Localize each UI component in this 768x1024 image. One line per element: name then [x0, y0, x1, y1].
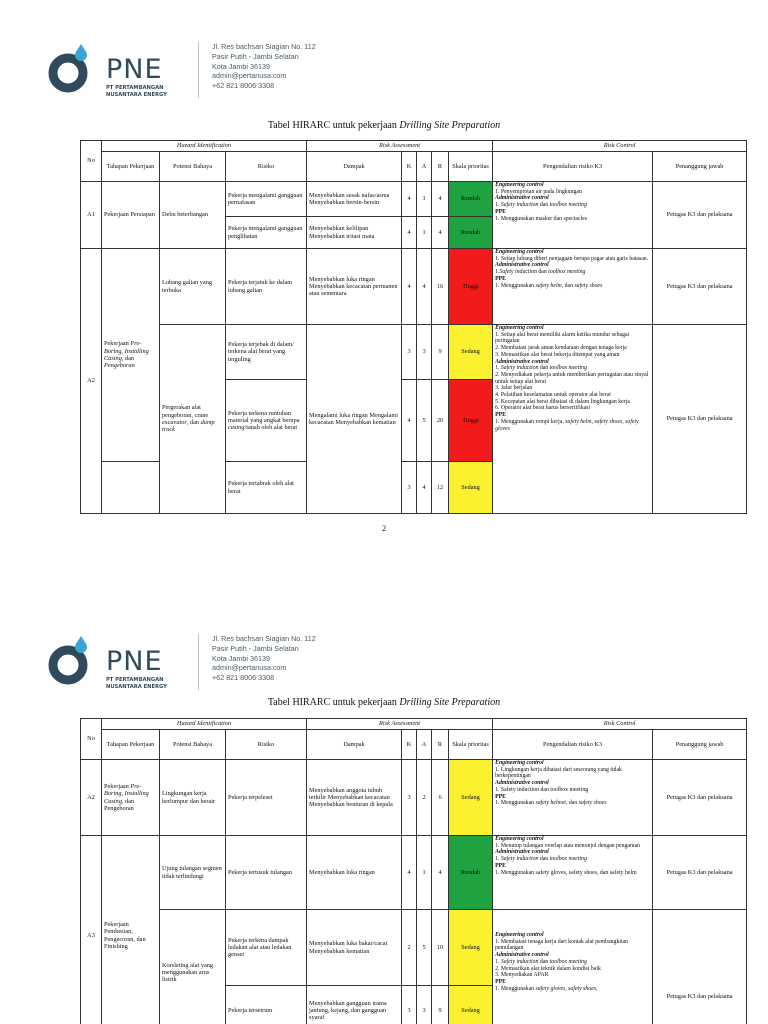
cell-penanggung-jawab: Petugas K3 dan pelaksana — [653, 836, 747, 910]
cell-a: 5 — [417, 380, 432, 462]
header-dampak: Dampak — [307, 152, 402, 182]
cell-k: 3 — [402, 325, 417, 380]
logo-subtitle-1: PT PERTAMBANGAN — [106, 85, 164, 91]
row-no: A1 — [81, 182, 102, 249]
cell-a: 4 — [417, 249, 432, 325]
cell-k: 4 — [402, 217, 417, 249]
table-row — [81, 836, 747, 910]
header-dampak: Dampak — [307, 730, 402, 760]
cell-dampak: Menyebabkan luka ringan — [307, 836, 402, 910]
priority-badge-sedang: Sedang — [449, 910, 493, 986]
cell-r: 4 — [432, 836, 449, 910]
table-row — [81, 760, 747, 836]
cell-a: 4 — [417, 462, 432, 514]
header-hazard-identification: Hazard Identification — [102, 141, 307, 152]
header-risk-control: Risk Control — [493, 719, 747, 730]
table-row — [81, 910, 747, 986]
cell-potensi: Korsleting alat yang menggunakan arus listrik — [160, 910, 226, 1024]
cell-dampak: Menyebabkan sesak nafas/asma Menyebabkan bersin-bersin — [307, 182, 402, 217]
header-tahapan: Tahapan Pekerjaan — [102, 730, 160, 760]
cell-dampak: Menyebabkan anggota tubuh terkilir Menyebabkan kecacatan Menyebabkan benturan di kepala — [307, 760, 402, 836]
header-potensi: Potensi Bahaya — [160, 730, 226, 760]
header-pengendalian: Pengendalian risiko K3 — [493, 730, 653, 760]
address-line: Kota Jambi 36139 — [212, 61, 270, 71]
logo-wordmark: PNE — [106, 54, 163, 85]
cell-a: 2 — [417, 760, 432, 836]
priority-badge-rendah: Rendah — [449, 217, 493, 249]
cell-potensi: Lingkungan kerja berlumpur dan berair — [160, 760, 226, 836]
cell-risiko: Pekerja terjatuh ke dalam lubang galian — [226, 249, 307, 325]
cell-k: 4 — [402, 836, 417, 910]
priority-badge-sedang: Sedang — [449, 325, 493, 380]
cell-k: 3 — [402, 760, 417, 836]
cell-risiko: Pekerja terkena dampak ledakan alat atau ledakan genset — [226, 910, 307, 986]
row-no: A2 — [81, 760, 102, 836]
logo-subtitle-1: PT PERTAMBANGAN — [106, 677, 164, 683]
cell-tahapan: Pekerjaan Persiapan — [102, 182, 160, 249]
cell-tahapan: Pekerjaan Pre-Boring, Installing Casing, dan Pengeboran — [102, 249, 160, 462]
cell-r: 9 — [432, 325, 449, 380]
cell-potensi: Pergerakan alat pengeboran, crane excavator, dan dump truck — [160, 325, 226, 514]
cell-control: Engineering control 1. Membatasi tenaga kerja dari kontak alat pembangkitan pemulangan Administrative control 1. Safety induction dan toolbox meeting 2. Memastikan alat teknik dalam kondisi baik 3. Menyediakan APAR PPE 1. Menggunakan safety gloves, safety shoes, — [493, 910, 653, 1024]
cell-tahapan: Pekerjaan Pre-Boring, Installing Casing, dan Pengeboran — [102, 760, 160, 836]
cell-penanggung-jawab: Petugas K3 dan pelaksana — [653, 249, 747, 325]
cell-r: 10 — [432, 910, 449, 986]
table-title: Tabel HIRARC untuk pekerjaan Drilling Site Preparation — [267, 120, 501, 131]
cell-penanggung-jawab: Petugas K3 dan pelaksana — [653, 182, 747, 249]
header-no: No — [81, 141, 102, 182]
cell-a: 1 — [417, 836, 432, 910]
header-risk-assessment: Risk Assessment — [307, 719, 493, 730]
address-line: Jl. Res bachsan Siagian No. 112 — [212, 634, 316, 643]
priority-badge-tinggi: Tinggi — [449, 380, 493, 462]
header-risk-control: Risk Control — [493, 141, 747, 152]
cell-k: 4 — [402, 380, 417, 462]
cell-potensi: Debu beterbangan — [160, 182, 226, 249]
cell-r: 4 — [432, 182, 449, 217]
letterhead-divider — [198, 634, 199, 690]
cell-risiko: Pekerja tersetrum — [226, 986, 307, 1024]
cell-potensi: Ujung tulangan segmen tidak terlindungi — [160, 836, 226, 910]
cell-risiko: Pekerja mengalami gangguan pernafasan — [226, 182, 307, 217]
address-line: Pasir Putih - Jambi Selatan — [212, 51, 299, 61]
hirarc-table-page-2 — [80, 718, 747, 1024]
header-penanggung-jawab: Penanggung jawab — [653, 730, 747, 760]
address-phone: +62 821 8006 3308 — [212, 81, 275, 91]
header-risiko: Risiko — [226, 152, 307, 182]
header-skala: Skala prioritas — [449, 152, 493, 182]
priority-badge-sedang: Sedang — [449, 760, 493, 836]
header-k: K — [402, 152, 417, 182]
cell-r: 6 — [432, 760, 449, 836]
cell-r: 12 — [432, 462, 449, 514]
header-skala: Skala prioritas — [449, 730, 493, 760]
address-line: Kota Jambi 36139 — [212, 653, 270, 663]
cell-risiko: Pekerja mengalami gangguan penglihatan — [226, 217, 307, 249]
letterhead — [40, 632, 760, 696]
cell-r: 4 — [432, 217, 449, 249]
cell-a: 3 — [417, 986, 432, 1024]
logo-subtitle-2: NUSANTARA ENERGY — [106, 92, 167, 98]
address-email: admin@pertanusa.com — [212, 71, 287, 81]
cell-risiko: Pekerja tertusuk tulangan — [226, 836, 307, 910]
cell-dampak: Menyebabkan luka ringan Menyebabkan kecacatan permanen atau sementara — [307, 249, 402, 325]
address-line: Pasir Putih - Jambi Selatan — [212, 643, 299, 653]
cell-risiko: Pekerja terjebak di dalam/ terkena alat berat yang terguling — [226, 325, 307, 380]
logo-wordmark: PNE — [106, 646, 163, 677]
header-tahapan: Tahapan Pekerjaan — [102, 152, 160, 182]
header-r: R — [432, 730, 449, 760]
cell-dampak: Menyebabkan kelilipan Menyebabkan iritasi mata — [307, 217, 402, 249]
cell-dampak: Menyebabkan luka bakar/cacat Menyebabkan kematian — [307, 910, 402, 986]
cell-a: 1 — [417, 182, 432, 217]
address-line: Jl. Res bachsan Siagian No. 112 — [212, 42, 316, 51]
cell-r: 16 — [432, 249, 449, 325]
table-title: Tabel HIRARC untuk pekerjaan Drilling Site Preparation — [267, 697, 501, 708]
address-email: admin@pertanusa.com — [212, 663, 287, 673]
priority-badge-sedang: Sedang — [449, 462, 493, 514]
header-k: K — [402, 730, 417, 760]
company-address — [212, 634, 316, 683]
header-risiko: Risiko — [226, 730, 307, 760]
cell-k: 3 — [402, 462, 417, 514]
cell-control: Engineering control 1. Setiap lubang diberi penjagaan berupa pagar atau garis batasan. Administrative control 1.Safety induction dan toolbox meeting PPE 1. Menggunakan safety helm, dan safety shoes — [493, 249, 653, 325]
header-a: A — [417, 730, 432, 760]
cell-dampak: Menyebabkan gangguan irama jantung, kejang, dan gangguan syaraf — [307, 986, 402, 1024]
cell-penanggung-jawab: Petugas K3 dan pelaksana — [653, 325, 747, 514]
priority-badge-sedang: Sedang — [449, 986, 493, 1024]
company-logo — [40, 632, 190, 696]
cell-penanggung-jawab: Petugas K3 dan pelaksana — [653, 910, 747, 1024]
header-no: No — [81, 719, 102, 760]
header-hazard-identification: Hazard Identification — [102, 719, 307, 730]
cell-k: 3 — [402, 986, 417, 1024]
header-potensi: Potensi Bahaya — [160, 152, 226, 182]
priority-badge-rendah: Rendah — [449, 182, 493, 217]
cell-risiko: Pekerja terpeleset — [226, 760, 307, 836]
cell-r: 20 — [432, 380, 449, 462]
header-penanggung-jawab: Penanggung jawab — [653, 152, 747, 182]
header-pengendalian: Pengendalian risiko K3 — [493, 152, 653, 182]
cell-control: Engineering control 1. Penyemprotan air pada lingkungan Administrative control 1. Safety induction dan toolbox meeting PPE 1. Menggunakan masker dan spectacles — [493, 182, 653, 249]
cell-a: 1 — [417, 217, 432, 249]
row-no: A3 — [81, 836, 102, 1024]
cell-k: 4 — [402, 249, 417, 325]
header-risk-assessment: Risk Assessment — [307, 141, 493, 152]
cell-a: 5 — [417, 910, 432, 986]
cell-k: 2 — [402, 910, 417, 986]
logo-subtitle-2: NUSANTARA ENERGY — [106, 684, 167, 690]
cell-r: 9 — [432, 986, 449, 1024]
cell-potensi: Lubang galian yang terbuka — [160, 249, 226, 325]
cell-risiko: Pekerja tertabrak oleh alat berat — [226, 462, 307, 514]
cell-k: 4 — [402, 182, 417, 217]
address-phone: +62 821 8006 3308 — [212, 673, 275, 683]
cell-control: Engineering control 1. Menutup tulangan overlap atau menonjol dengan pengaman Administrative control 1. Safety induction dan toolbox meeting PPE 1. Menggunakan safety gloves, safety shoes, dan safety helm — [493, 836, 653, 910]
row-no: A2 — [81, 249, 102, 514]
cell-tahapan: Pekerjaan Pembesian, Pengecoran, dan Finishing — [102, 836, 160, 1024]
cell-risiko: Pekerja terkena runtuhan material yang angkat berupa casing/tanah oleh alat berat — [226, 380, 307, 462]
header-a: A — [417, 152, 432, 182]
page-number: 2 — [382, 524, 386, 533]
cell-control: Engineering control 1. Setiap alat berat memiliki alarm ketika mundur sebagai peringatan 2. Membatasi jarak aman kendaraan dengan tenaga kerja 3. Memastikan alat berat bekerja ditempat yang aman Administrative control 1. Safety induction dan toolbox meeting 2. Menyediakan pekerja untuk memberikan peringatan atau sinyal untuk setiap alat berat 3. Jalur berjalan 4. Pelatihan keselamatan untuk operator alat berat 5. Kecepatan alat berat dibatasi di dalam lingkungan kerja 6. Operator alat berat harus bersertifikasi PPE 1. Menggunakan rompi kerja, safety helm, safety shoes, safety gloves — [493, 325, 653, 514]
cell-penanggung-jawab: Petugas K3 dan pelaksana — [653, 760, 747, 836]
priority-badge-rendah: Rendah — [449, 836, 493, 910]
header-r: R — [432, 152, 449, 182]
cell-control: Engineering control 1. Lingkungan kerja dibatasi dari seseorang yang tidak berkepentingan Administrative control 1. Safety induction dan toolbox meeting PPE 1. Menggunakan safety helmet, dan safety shoes — [493, 760, 653, 836]
priority-badge-tinggi: Tinggi — [449, 249, 493, 325]
cell-a: 3 — [417, 325, 432, 380]
cell-dampak: Mengalami luka ringan Mengalami kecacatan Menyebabkan kematian — [307, 325, 402, 514]
